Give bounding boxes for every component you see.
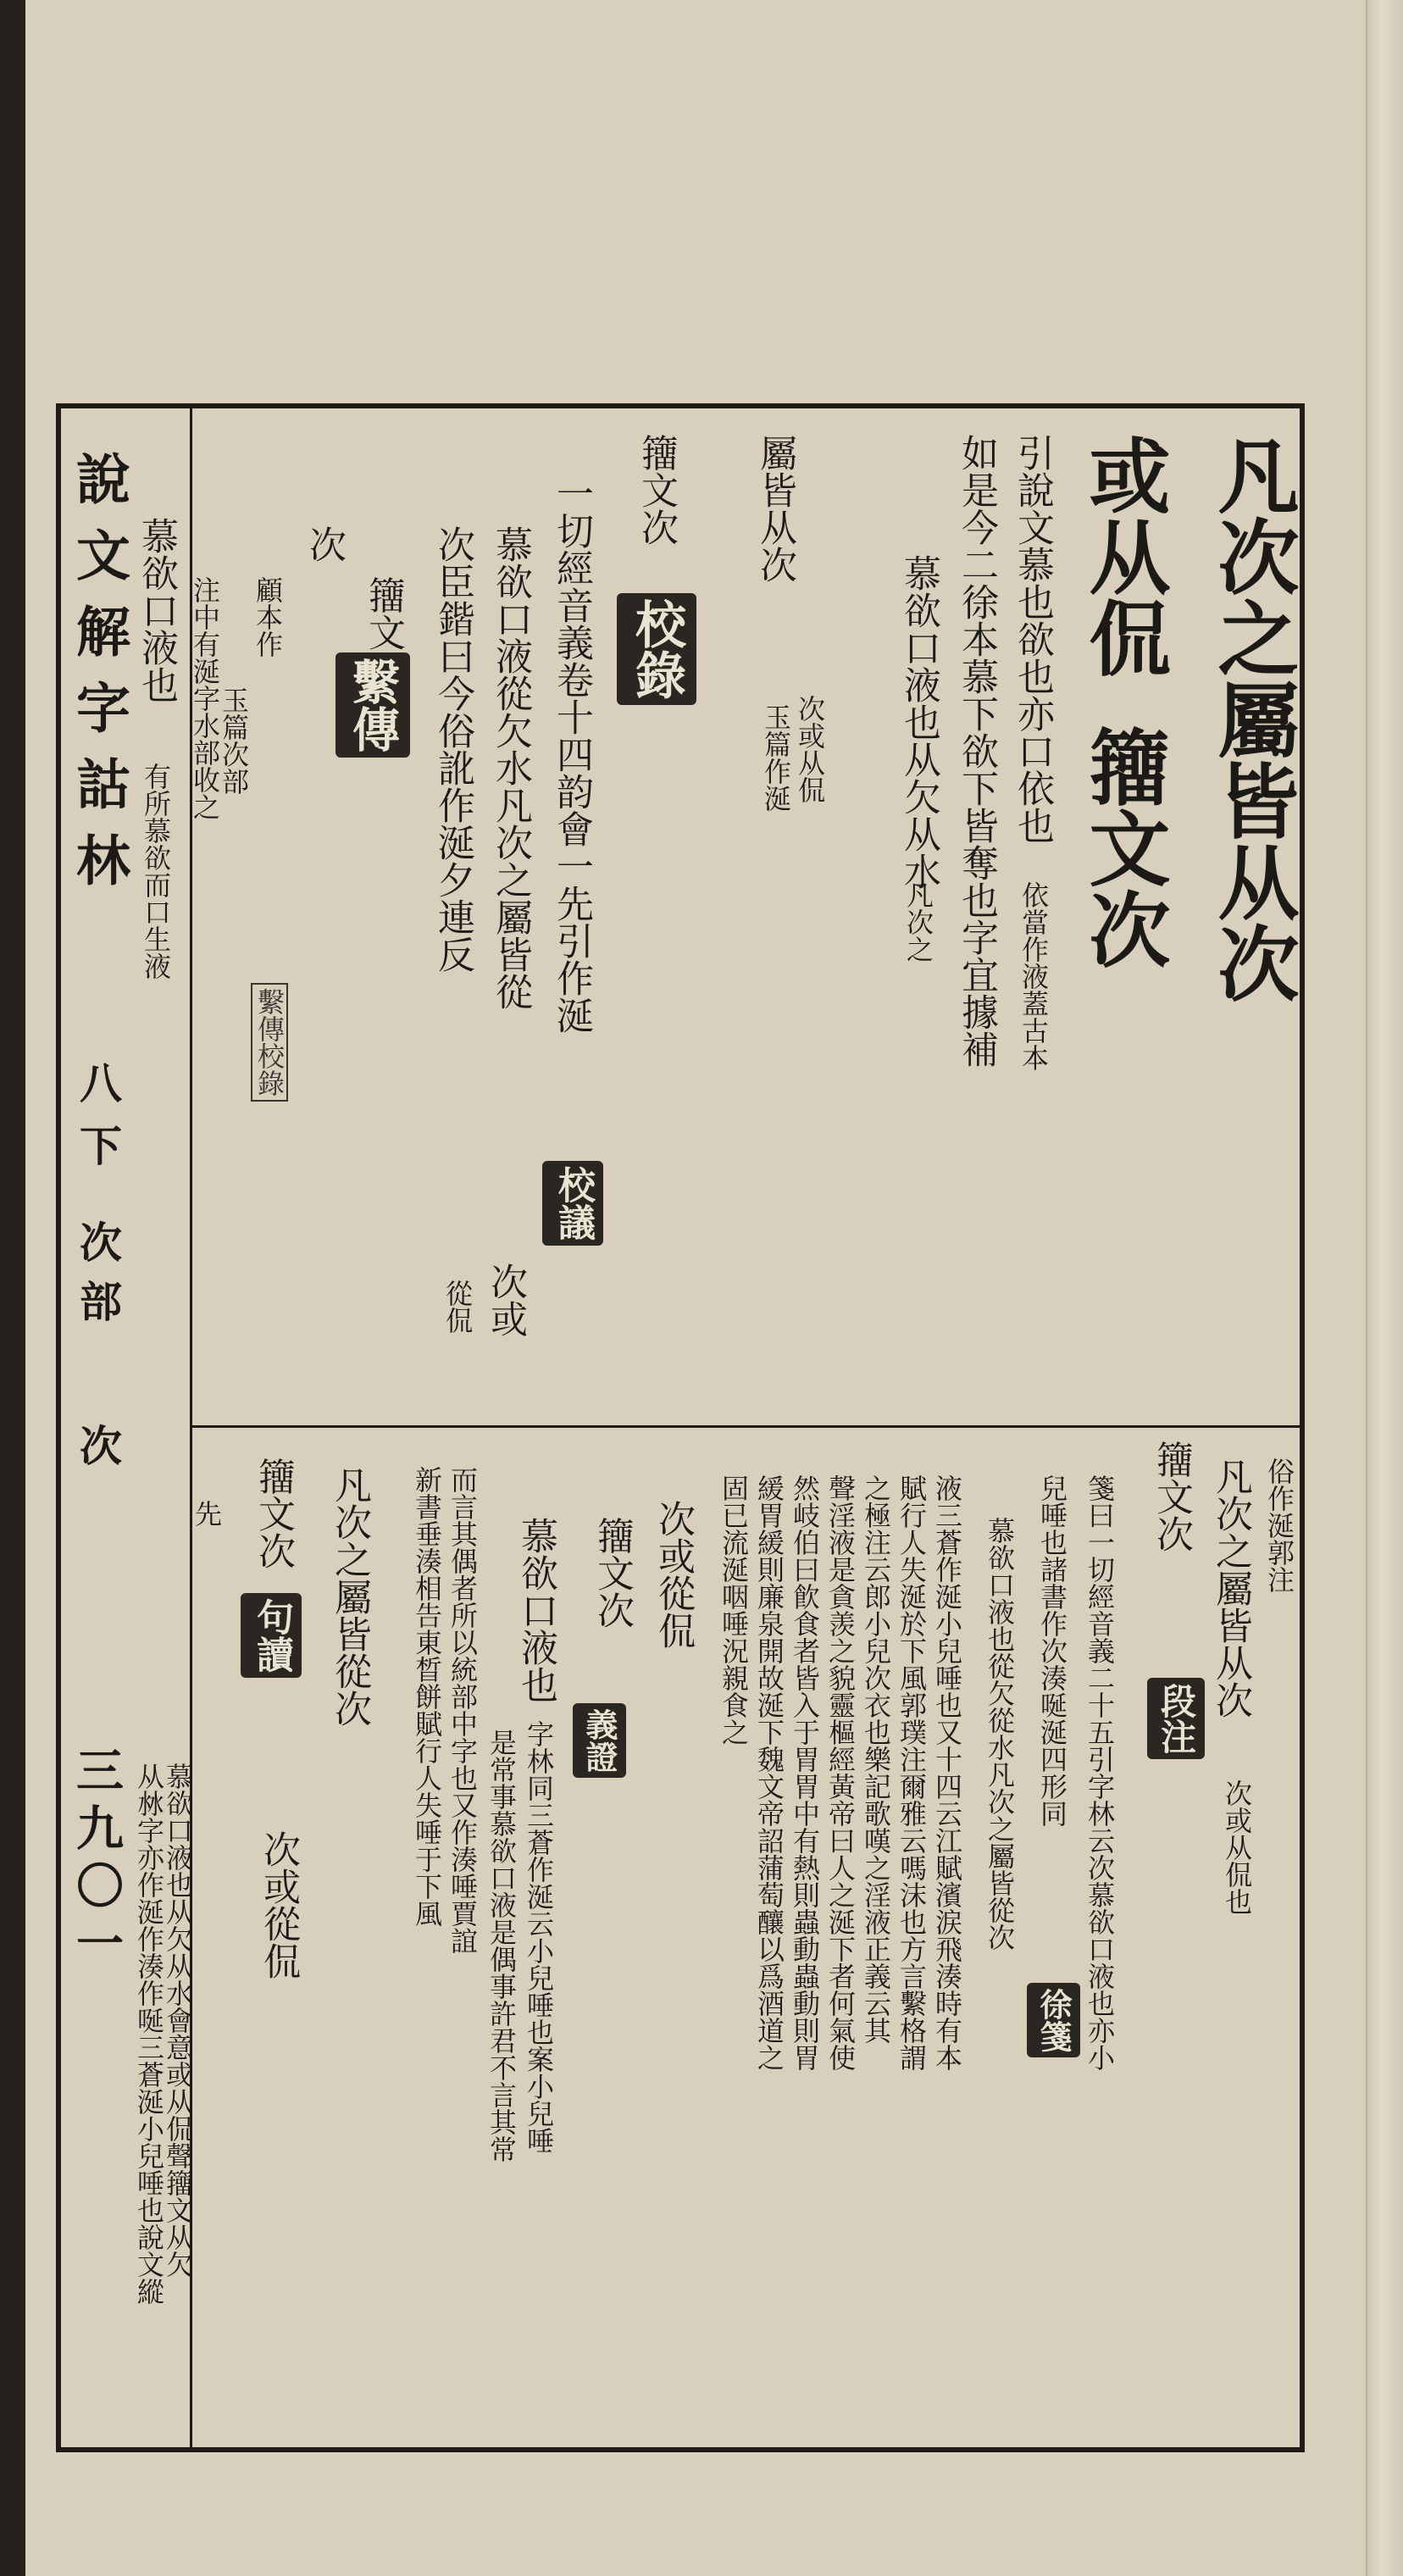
heading-entry-2b: 籒文次 [1076,725,1172,969]
yizheng-tag: 義證 [573,1703,626,1778]
heading-entry-1: 凡次之屬皆从次 [1205,434,1300,1003]
text-col-10: 次臣鍇曰今俗訛作涎夕連反 [431,525,474,973]
lower-col-11: 緩胃緩則廉泉開故涎下魏文帝詔蒲萄釀以爲酒道之 [753,1474,785,2071]
text-col-13-note: 有所慕欲而口生液 [140,763,172,980]
text-col-6-note: 玉篇作涎 [760,703,792,812]
lower-col-10: 然岐伯曰飮食者皆入于胃胃中有熱則蟲動蟲動則胃 [789,1474,821,2071]
lower-col-7: 賦行人失涎於下風郭璞注爾雅云嗎沫也方言繫格謂 [896,1474,928,2071]
lower-col-14: 籒文次 [591,1517,634,1629]
lower-col-1c: 次或从侃也 [1221,1779,1253,1915]
text-col-9b: 次或 [484,1263,527,1337]
lower-col-3: 箋曰一切經音義二十五引字林云次慕欲口液也亦小 [1084,1474,1116,2071]
text-col-3: 引說文慕也欲也亦口依也 [1011,434,1054,844]
stamp: 繫傳校錄 [251,983,288,1102]
text-col-5: 慕欲口液也从欠从水 [897,554,940,890]
lower-col-6: 液三蒼作涎小兒唾也又十四云江賦濱涙飛湊時有本 [931,1474,963,2071]
lower-col-1: 俗作涎郭注 [1263,1457,1295,1593]
text-col-3-note: 依當作液蓋古本 [1018,881,1050,1071]
text-col-6-var: 次或从侃 [794,695,826,803]
lower-col-21: 慕欲口液也从欠从水會意或从侃聲籒文从欠 [162,1763,194,2278]
lower-col-1b: 凡次之屬皆从次 [1209,1457,1252,1718]
lower-col-15: 慕欲口液也 [514,1517,557,1703]
book-title: 說文解字詁林 [67,451,130,908]
text-col-8: 一切經音義卷十四韵會一先引作涎 [550,475,593,1034]
jiaoyi-tag: 校議 [542,1161,603,1246]
heading-entry-2: 或从侃 [1076,434,1172,678]
text-col-6: 屬皆从次 [753,434,796,583]
duanzhu-tag: 段注 [1147,1678,1205,1759]
judu-tag: 句讀 [241,1593,302,1678]
text-col-11: 籒文 [362,576,405,651]
text-col-11b: 次 [302,525,346,563]
lower-col-12: 固已流涎咽唾況親食之 [718,1474,750,1746]
lower-col-16b: 而言其偶者所以統部中字也又作湊唾賈誼 [446,1466,479,1954]
text-col-12: 顧本作 [252,576,284,658]
text-col-13: 慕欲口液也 [135,517,178,703]
book-gutter [0,0,25,2576]
juan-section: 八下 [73,1061,123,1186]
lower-col-13: 次或從侃 [652,1500,695,1649]
page-edge [1366,0,1403,2576]
lower-col-17: 新書垂湊相告東晳餅賦行人失唾于下風 [411,1466,443,1927]
lower-col-2: 籒文次 [1150,1441,1193,1552]
xujian-tag: 徐箋 [1027,1983,1080,2057]
lower-col-8: 之極注云郎小兒次衣也樂記歌嘆之淫液正義云其 [860,1474,892,2044]
section-divider [192,1425,1300,1428]
lower-col-4: 兒唾也諸書作次湊唌涎四形同 [1036,1474,1068,1827]
text-col-12b: 玉篇次部 [218,686,250,795]
text-col-5-note: 凡次之 [902,881,934,963]
text-col-4: 如是今二徐本慕下欲下皆奪也字宜據補 [955,434,998,1068]
xichuan-tag: 繫傳 [336,652,410,758]
jiaolu-tag: 校錄 [617,593,696,705]
lower-col-20: 先 [191,1500,223,1527]
lower-col-9: 聲淫液是貪羡之貌靈樞經黃帝曰人之涎下者何氣使 [824,1474,857,2071]
text-col-12c: 注中有涎字水部收之 [189,576,221,820]
lower-col-18: 凡次之屬皆從次 [328,1466,371,1727]
lower-col-22: 从沝字亦作涎作湊作唌三蒼涎小兒唾也說文縱 [133,1763,165,2305]
text-col-10b: 從侃 [441,1280,474,1334]
lower-col-5: 慕欲口液也從欠從水凡次之屬皆從次 [984,1517,1016,1951]
text-col-7: 籒文次 [635,434,678,546]
lower-col-19: 籒文次 [252,1457,295,1569]
page-number: 三九〇一 [69,1746,125,1976]
lower-col-18b: 次或從侃 [257,1830,300,1979]
radical-section: 次部 [73,1220,123,1339]
current-character: 次 [73,1424,123,1466]
lower-col-15b: 字林同三蒼作涎云小兒唾也案小兒唾 [523,1720,555,2154]
lower-col-16: 是常事慕欲口液是偶事許君不言其常 [485,1729,518,2162]
text-col-9: 慕欲口液從欠水凡次之屬皆從 [489,525,532,1010]
